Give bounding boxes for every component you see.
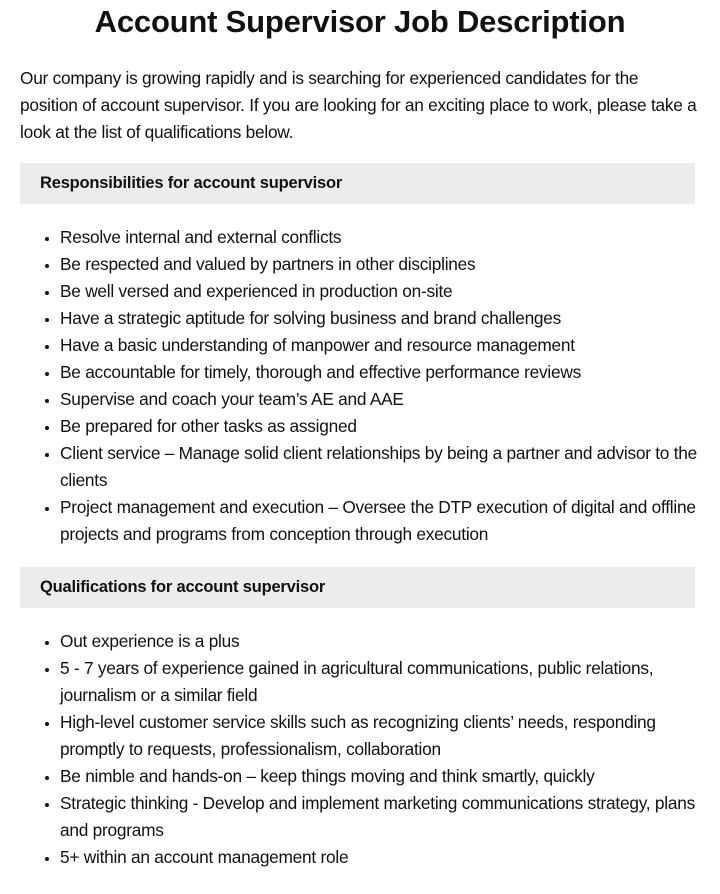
qualifications-list — [20, 628, 700, 871]
responsibilities-list — [20, 224, 700, 548]
qualifications-heading: Qualifications for account supervisor — [20, 567, 695, 608]
list-item: • Resolve internal and external conflicts — [60, 224, 700, 251]
list-item: • Out experience is a plus — [60, 628, 700, 655]
list-item: • 5 - 7 years of experience gained in agricultural communications, public relations, journalism or a similar field — [60, 655, 700, 709]
list-item: • Be prepared for other tasks as assigned — [60, 413, 700, 440]
list-item: • Supervise and coach your team’s AE and AAE — [60, 386, 700, 413]
list-item: • Be accountable for timely, thorough and effective performance reviews — [60, 359, 700, 386]
responsibilities-heading: Responsibilities for account supervisor — [20, 163, 695, 204]
list-item: • Be well versed and experienced in production on-site — [60, 278, 700, 305]
intro-paragraph: Our company is growing rapidly and is searching for experienced candidates for the position of account supervisor. If you are looking for an exciting place to work, please take a look at the list of qualifications below. — [20, 68, 697, 142]
list-item: • Have a basic understanding of manpower and resource management — [60, 332, 700, 359]
list-item: • Project management and execution – Oversee the DTP execution of digital and offline projects and programs from conception through execution — [60, 494, 700, 548]
list-item: • High-level customer service skills such as recognizing clients’ needs, responding promptly to requests, professionalism, collaboration — [60, 709, 700, 763]
list-item: • Be nimble and hands-on – keep things moving and think smartly, quickly — [60, 763, 700, 790]
list-item: • Client service – Manage solid client relationships by being a partner and advisor to the clients — [60, 440, 700, 494]
list-item: • Have a strategic aptitude for solving business and brand challenges — [60, 305, 700, 332]
list-item: • Strategic thinking - Develop and implement marketing communications strategy, plans and programs — [60, 790, 700, 844]
list-item: • Be respected and valued by partners in other disciplines — [60, 251, 700, 278]
page-title: Account Supervisor Job Description — [94, 4, 626, 39]
list-item: • 5+ within an account management role — [60, 844, 700, 871]
